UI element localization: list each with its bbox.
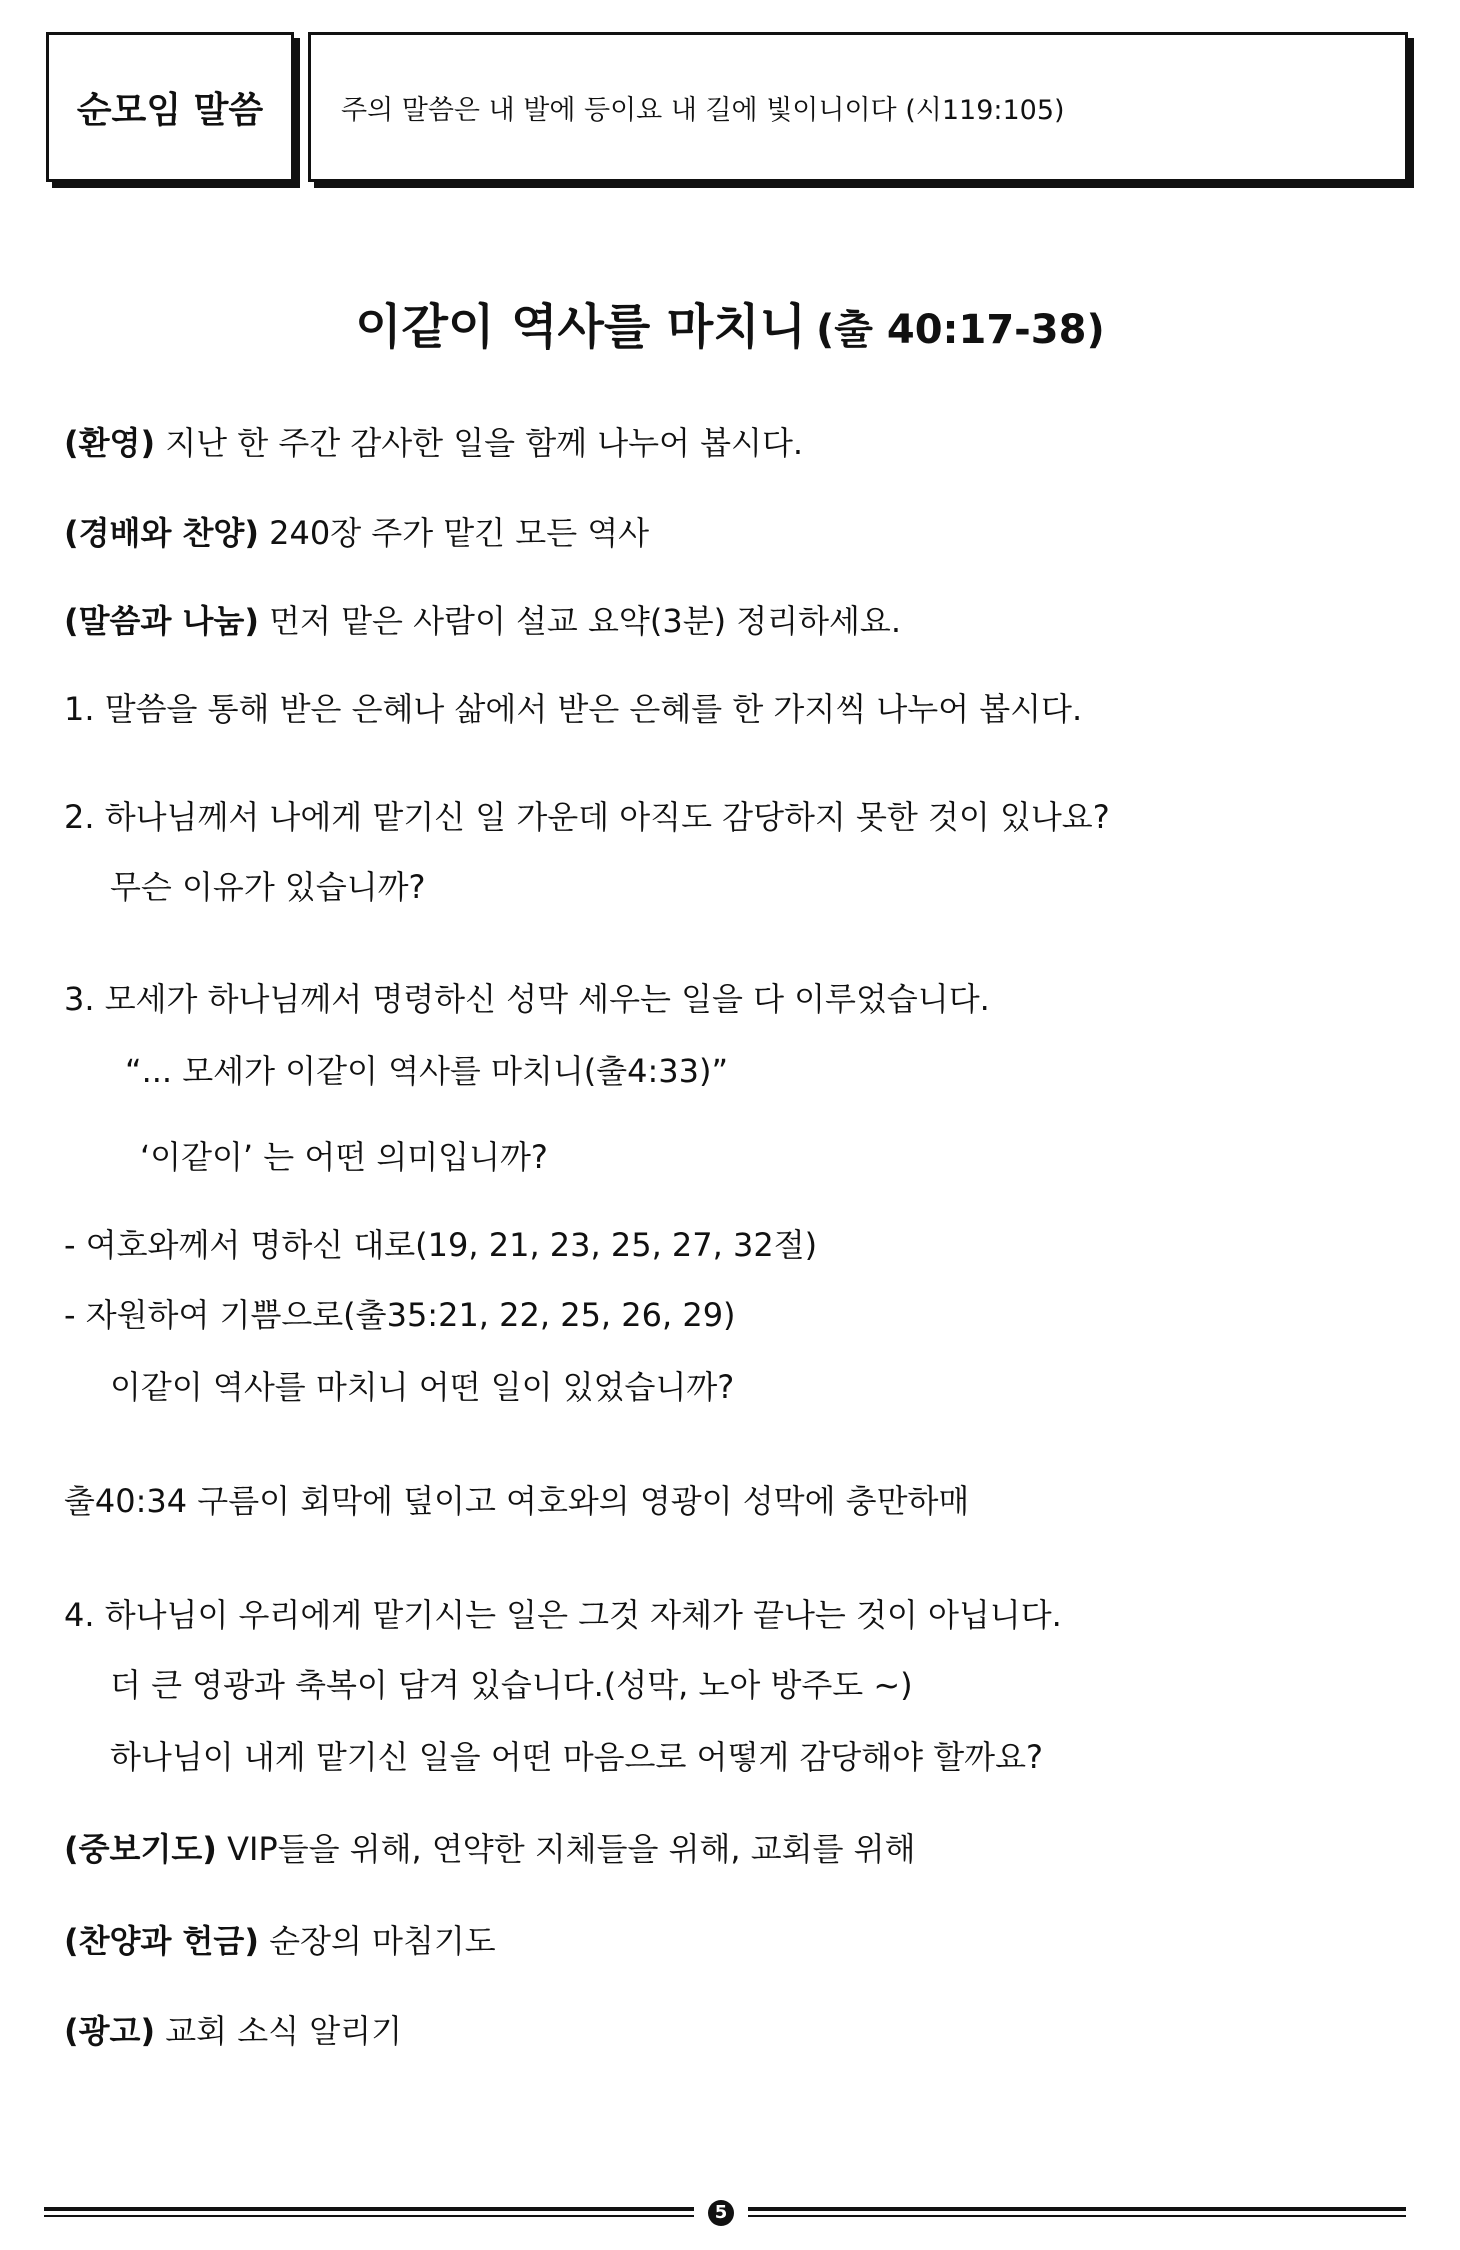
- footer-rule-right-thick: [748, 2207, 1406, 2211]
- question-4-line-3: 하나님이 내게 맡기신 일을 어떤 마음으로 어떻게 감당해야 할까요?: [110, 1738, 1043, 1776]
- offering-text: 순장의 마침기도: [258, 1922, 496, 1960]
- worship-text: 240장 주가 맡긴 모든 역사: [258, 514, 650, 552]
- notice-line: [64, 2012, 402, 2050]
- question-1: 1. 말씀을 통해 받은 은혜나 삶에서 받은 은혜를 한 가지씩 나누어 봅시다.: [64, 690, 1083, 728]
- question-3-bullet-1: - 여호와께서 명하신 대로(19, 21, 23, 25, 27, 32절): [64, 1226, 818, 1264]
- footer-rule-left-thin: [44, 2215, 694, 2217]
- page-footer: [44, 2200, 1406, 2226]
- word-text: 먼저 맡은 사람이 설교 요약(3분) 정리하세요.: [258, 602, 901, 640]
- welcome-line: [64, 424, 803, 462]
- question-3-bullet-2: - 자원하여 기쁨으로(출35:21, 22, 25, 26, 29): [64, 1296, 736, 1334]
- offering-line: [64, 1922, 496, 1960]
- question-4: 4. 하나님이 우리에게 맡기시는 일은 그것 자체가 끝나는 것이 아닙니다.: [64, 1596, 1062, 1634]
- title-reference: (출 40:17-38): [816, 307, 1105, 353]
- worship-label: (경배와 찬양): [64, 514, 259, 552]
- prayer-label: (중보기도): [64, 1830, 217, 1868]
- question-2-line-2: 무슨 이유가 있습니까?: [110, 868, 426, 906]
- question-3-quote: “... 모세가 이같이 역사를 마치니(출4:33)”: [125, 1052, 729, 1090]
- worship-line: [64, 514, 649, 552]
- footer-rule-left-thick: [44, 2207, 694, 2211]
- page-number: 5: [708, 2200, 734, 2226]
- offering-label: (찬양과 헌금): [64, 1922, 259, 1960]
- scripture-verse: 출40:34 구름이 회막에 덮이고 여호와의 영광이 성막에 충만하매: [64, 1482, 970, 1520]
- page-title: [0, 288, 1460, 357]
- prayer-text: VIP들을 위해, 연약한 지체들을 위해, 교회를 위해: [216, 1830, 916, 1868]
- header-label: 순모임 말씀: [76, 89, 264, 131]
- header-verse: 주의 말씀은 내 발에 등이요 내 길에 빛이니이다 (시119:105): [341, 94, 1065, 126]
- question-4-line-2: 더 큰 영광과 축복이 담겨 있습니다.(성막, 노아 방주도 ~): [110, 1666, 913, 1704]
- header-label-box: [46, 32, 294, 182]
- notice-text: 교회 소식 알리기: [155, 2012, 402, 2050]
- header-verse-box: [308, 32, 1408, 182]
- question-2: 2. 하나님께서 나에게 맡기신 일 가운데 아직도 감당하지 못한 것이 있나요?: [64, 798, 1110, 836]
- word-line: [64, 602, 901, 640]
- welcome-text: 지난 한 주간 감사한 일을 함께 나누어 봅시다.: [155, 424, 804, 462]
- welcome-label: (환영): [64, 424, 156, 462]
- word-label: (말씀과 나눔): [64, 602, 259, 640]
- prayer-line: [64, 1830, 916, 1868]
- question-3-meaning: ‘이같이’ 는 어떤 의미입니까?: [140, 1138, 548, 1176]
- question-3-follow-up: 이같이 역사를 마치니 어떤 일이 있었습니까?: [110, 1368, 735, 1406]
- title-main: 이같이 역사를 마치니: [355, 299, 807, 355]
- question-3: 3. 모세가 하나님께서 명령하신 성막 세우는 일을 다 이루었습니다.: [64, 980, 990, 1018]
- footer-rule-right-thin: [748, 2215, 1406, 2217]
- notice-label: (광고): [64, 2012, 156, 2050]
